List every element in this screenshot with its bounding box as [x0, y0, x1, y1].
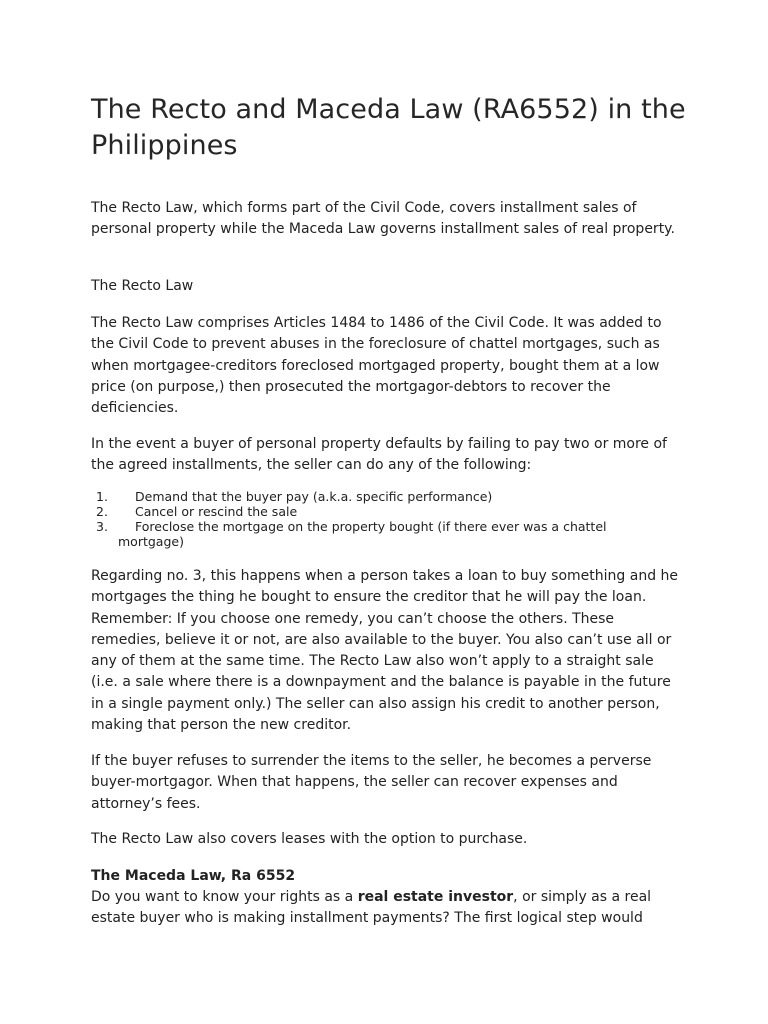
- list-item-text: Cancel or rescind the sale: [135, 504, 298, 519]
- intro-paragraph: The Recto Law, which forms part of the Civil Code, covers installment sales of personal property while the Maceda Law governs installment sales of real property.: [91, 200, 675, 238]
- recto-law-subheading: The Recto Law: [91, 278, 194, 294]
- recto-law-paragraph-1: The Recto Law comprises Articles 1484 to 1486 of the Civil Code. It was added to the Civil Code to prevent abuses in the foreclosure of chattel mortgages, such as when mortgagee-creditors foreclosed mortgaged property, bought them at a low price (on purpose,) then prosecuted the mortgagor-debtors to recover the deficiencies.: [91, 315, 662, 417]
- list-item-number: 2.: [96, 504, 108, 519]
- maceda-law-heading: The Maceda Law, Ra 6552: [91, 868, 296, 884]
- recto-law-paragraph-5: The Recto Law also covers leases with the option to purchase.: [91, 831, 528, 847]
- document-title: The Recto and Maceda Law (RA6552) in the Philippines: [91, 94, 686, 161]
- list-item-number: 1.: [96, 489, 108, 504]
- list-item: [91, 504, 651, 519]
- recto-law-paragraph-3: Regarding no. 3, this happens when a person takes a loan to buy something and he mortgages the thing he bought to ensure the creditor that he will pay the loan. Remember: If you choose one remedy, you can’t choose the others. These remedies, believe it or not, are also available to the buyer. You also can’t use all or any of them at the same time. The Recto Law also won’t apply to a straight sale (i.e. a sale where there is a downpayment and the balance is payable in the future in a single payment only.) The seller can also assign his credit to another person, making that person the new creditor.: [91, 568, 679, 734]
- list-item-number: 3.: [96, 519, 108, 534]
- maceda-law-paragraph-1: [91, 887, 683, 930]
- list-item-text: Foreclose the mortgage on the property bought (if there ever was a chattel: [135, 519, 607, 534]
- maceda-p1-text-end: , or simply as a real estate buyer who is making installment payments? The first logical step would: [91, 889, 652, 927]
- list-item: [91, 489, 651, 504]
- real-estate-investor-bold: real estate investor: [357, 889, 514, 905]
- recto-law-paragraph-2: In the event a buyer of personal property defaults by failing to pay two or more of the agreed installments, the seller can do any of the following:: [91, 436, 667, 474]
- maceda-p1-text-start: Do you want to know your rights as a: [91, 889, 358, 905]
- list-item-text: Demand that the buyer pay (a.k.a. specific performance): [135, 489, 493, 504]
- list-item: [91, 519, 651, 549]
- remedies-list: [91, 489, 651, 549]
- recto-law-paragraph-4: If the buyer refuses to surrender the items to the seller, he becomes a perverse buyer-mortgagor. When that happens, the seller can recover expenses and attorney’s fees.: [91, 753, 652, 812]
- list-item-text-continuation: mortgage): [118, 534, 184, 549]
